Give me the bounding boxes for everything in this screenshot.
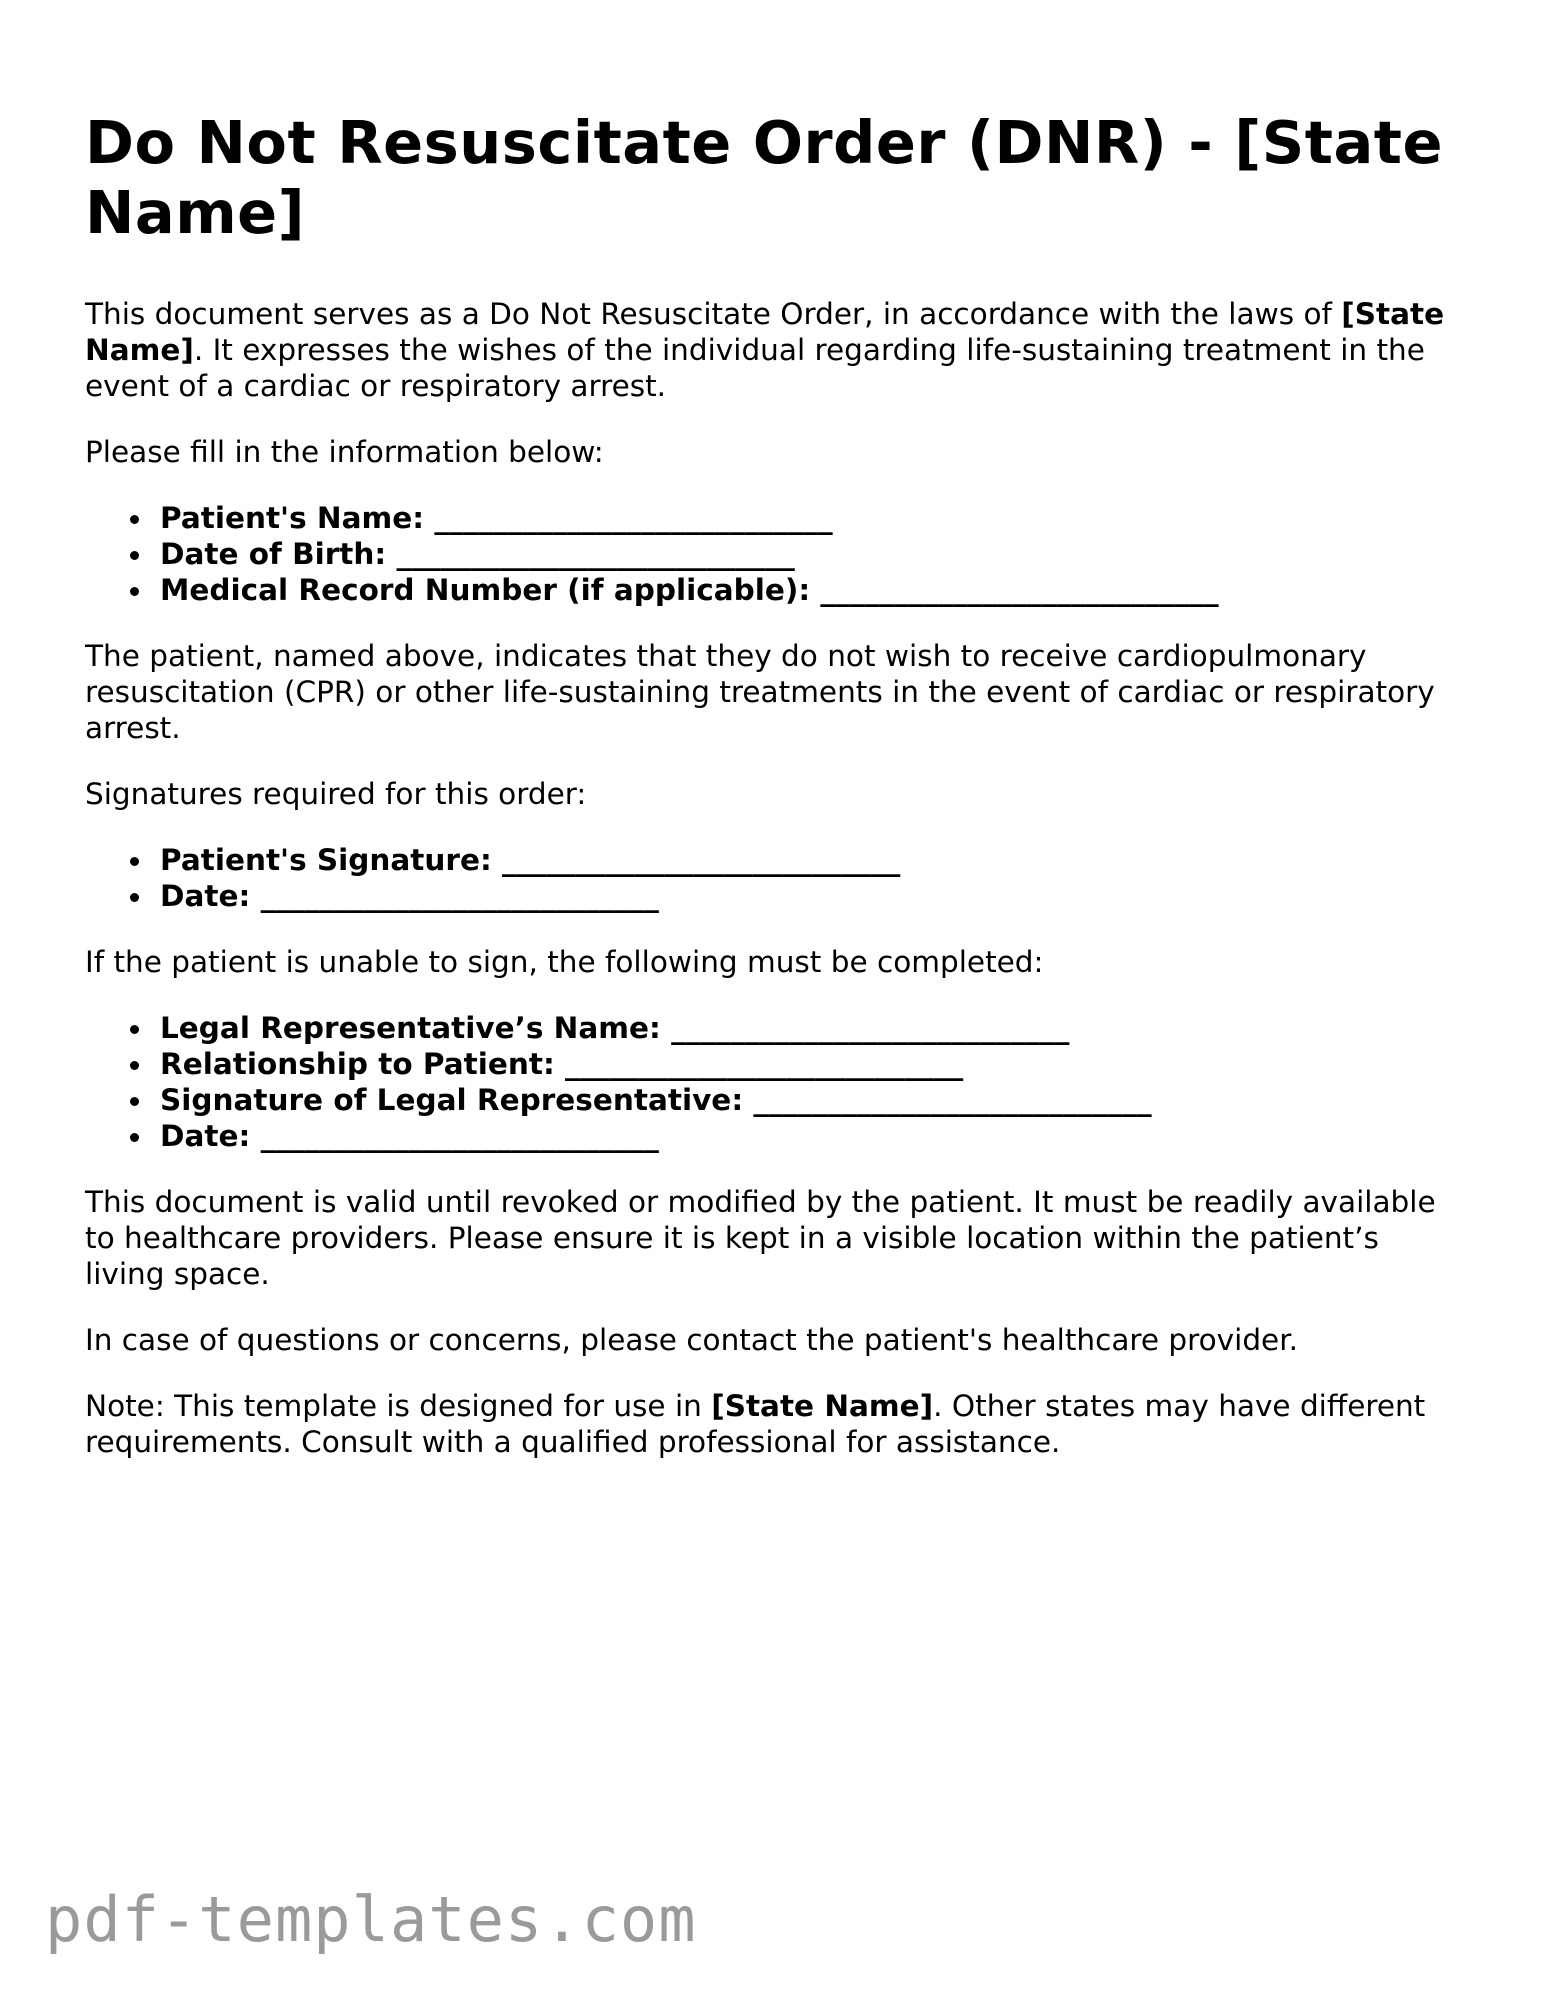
patient-name-field[interactable]: Patient's Name: ___________________________ xyxy=(160,500,1465,536)
relationship-to-patient-field[interactable]: Relationship to Patient: ___________________________ xyxy=(160,1046,1465,1082)
representative-date-field[interactable]: Date: ___________________________ xyxy=(160,1118,1465,1154)
intro-state-name: [State Name] xyxy=(85,297,1445,367)
note-state-name: [State Name] xyxy=(711,1389,934,1423)
patient-statement: The patient, named above, indicates that they do not wish to receive cardiopulmonary resuscitation (CPR) or other life-sustaining treatments in the event of cardiac or respiratory arrest. xyxy=(85,639,1435,745)
document-title: Do Not Resuscitate Order (DNR) - [State Name] xyxy=(85,108,1443,247)
patient-fields-list xyxy=(85,500,1465,608)
watermark-text: pdf-templates.com xyxy=(45,1883,697,1956)
intro-paragraph xyxy=(85,296,1465,404)
note-text-start: Note: This template is designed for use in xyxy=(85,1389,712,1423)
signatures-prompt: Signatures required for this order: xyxy=(85,777,587,811)
date-of-birth-field[interactable]: Date of Birth: ___________________________ xyxy=(160,536,1465,572)
signature-fields-list xyxy=(85,842,1465,914)
intro-text-end: . It expresses the wishes of the individual regarding life-sustaining treatment in the event of a cardiac or respiratory arrest. xyxy=(85,333,1425,403)
representative-signature-field[interactable]: Signature of Legal Representative: ___________________________ xyxy=(160,1082,1465,1118)
fill-prompt: Please fill in the information below: xyxy=(85,435,604,469)
patient-signature-date-field[interactable]: Date: ___________________________ xyxy=(160,878,1465,914)
note-text-end: . Other states may have different requirements. Consult with a qualified professional for assistance. xyxy=(85,1389,1426,1459)
patient-signature-field[interactable]: Patient's Signature: ___________________________ xyxy=(160,842,1465,878)
legal-representative-name-field[interactable]: Legal Representative’s Name: ___________________________ xyxy=(160,1010,1465,1046)
note-paragraph xyxy=(85,1388,1465,1460)
intro-text-start: This document serves as a Do Not Resuscitate Order, in accordance with the laws of xyxy=(85,297,1342,331)
representative-fields-list xyxy=(85,1010,1465,1154)
validity-paragraph: This document is valid until revoked or modified by the patient. It must be readily available to healthcare providers. Please ensure it is kept in a visible location within the patient’s living space. xyxy=(85,1185,1436,1291)
unable-to-sign-prompt: If the patient is unable to sign, the following must be completed: xyxy=(85,945,1044,979)
medical-record-number-field[interactable]: Medical Record Number (if applicable): ___________________________ xyxy=(160,572,1465,608)
contact-paragraph: In case of questions or concerns, please contact the patient's healthcare provider. xyxy=(85,1323,1299,1357)
document-page xyxy=(85,108,1465,1460)
